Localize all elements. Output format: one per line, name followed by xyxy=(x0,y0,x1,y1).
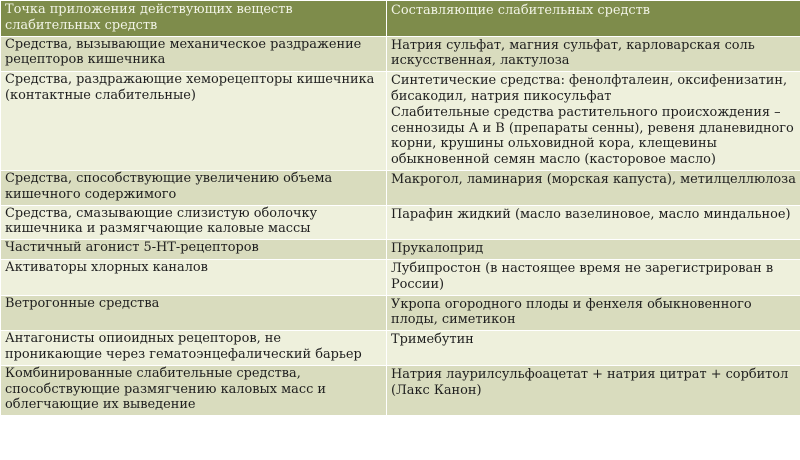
cell-components xyxy=(387,259,800,295)
cell-components xyxy=(387,365,800,415)
cell-point-of-action: Частичный агонист 5-НТ-рецепторов xyxy=(1,240,387,260)
table-header-row xyxy=(1,1,800,37)
table-row xyxy=(1,72,800,171)
cell-point-of-action: Средства, смазывающие слизистую оболочку кишечника и размягчающие каловые массы xyxy=(1,205,387,240)
cell-point-of-action: Антагонисты опиоидных рецепторов, не проникающие через гематоэнцефалический барьер xyxy=(1,331,387,366)
cell-point-of-action: Комбинированные слабительные средства, способствующие размягчению каловых масс и облегчающие их выведение xyxy=(1,365,387,415)
cell-components xyxy=(387,72,800,171)
cell-components xyxy=(387,240,800,260)
component-line: Макрогол, ламинария (морская капуста), метилцеллюлоза xyxy=(391,171,796,187)
component-line: Натрия сульфат, магния сульфат, карловарская соль искусственная, лактулоза xyxy=(391,37,755,69)
component-line: Лубипростон (в настоящее время не зарегистрирован в России) xyxy=(391,260,774,292)
cell-components xyxy=(387,331,800,366)
header-components: Составляющие слабительных средств xyxy=(387,1,800,37)
cell-point-of-action: Активаторы хлорных каналов xyxy=(1,259,387,295)
component-line: Синтетические средства: фенолфталеин, оксифенизатин, бисакодил, натрия пикосульфат xyxy=(391,73,788,104)
cell-components xyxy=(387,295,800,331)
component-line: Тримебутин xyxy=(391,332,474,348)
cell-point-of-action: Ветрогонные средства xyxy=(1,295,387,331)
component-line: Парафин жидкий (масло вазелиновое, масло миндальное) xyxy=(391,206,791,222)
table-row xyxy=(1,295,800,331)
table-row xyxy=(1,240,800,260)
cell-components xyxy=(387,36,800,72)
header-point-of-action: Точка приложения действующих веществ слабительных средств xyxy=(1,1,387,37)
table-row xyxy=(1,205,800,240)
cell-components xyxy=(387,205,800,240)
cell-components xyxy=(387,170,800,205)
cell-point-of-action: Средства, способствующие увеличению объема кишечного содержимого xyxy=(1,170,387,205)
table-row xyxy=(1,259,800,295)
component-line: Прукалоприд xyxy=(391,241,484,257)
cell-point-of-action: Средства, раздражающие хеморецепторы кишечника (контактные слабительные) xyxy=(1,72,387,171)
table-row xyxy=(1,331,800,366)
cell-point-of-action: Средства, вызывающие механическое раздражение рецепторов кишечника xyxy=(1,36,387,72)
component-line: Слабительные средства растительного происхождения – сеннозиды А и В (препараты сенны), ревеня дланевидного корни, крушины ольховидной кора, клещевины обыкновенной семян масло (касторовое масло) xyxy=(391,104,794,168)
table-row xyxy=(1,170,800,205)
table-row xyxy=(1,365,800,415)
component-line: Натрия лаурилсульфоацетат + натрия цитрат + сорбитол (Лакс Канон) xyxy=(391,366,789,398)
table-row xyxy=(1,36,800,72)
component-line: Укропа огородного плоды и фенхеля обыкновенного плоды, симетикон xyxy=(391,296,752,328)
